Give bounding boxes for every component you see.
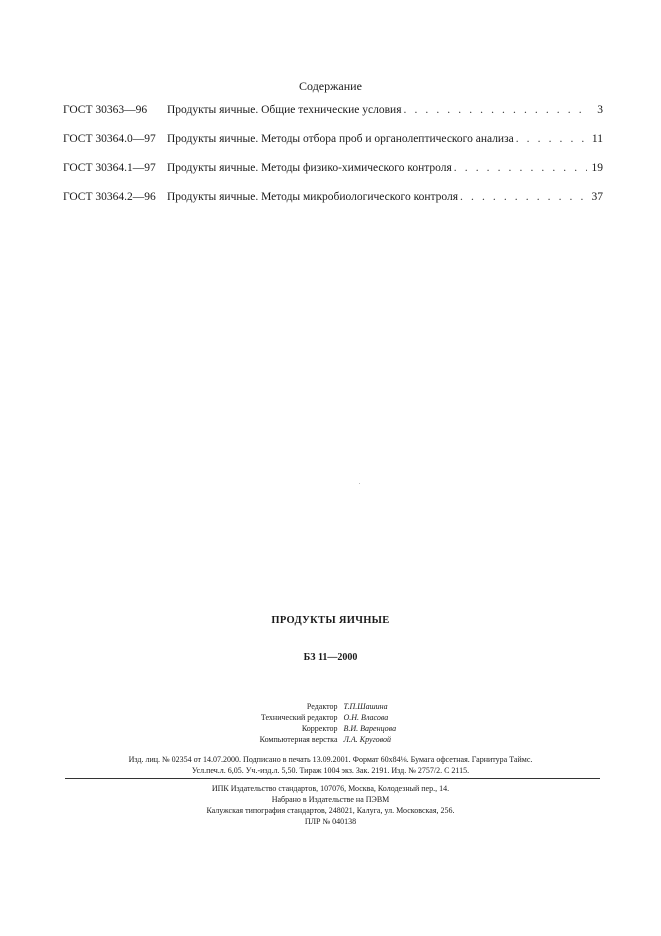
toc-entry-title: Продукты яичные. Общие технические условия <box>167 104 402 116</box>
toc-leader-dots <box>516 133 587 145</box>
credit-role: Редактор <box>306 702 338 711</box>
toc-entry <box>63 191 603 220</box>
publisher-line: Набрано в Издательстве на ПЭВМ <box>271 795 390 804</box>
toc-entry-code: ГОСТ 30364.0—97 <box>63 133 156 145</box>
toc-leader-dots <box>404 104 588 116</box>
table-of-contents <box>63 104 603 220</box>
credit-line <box>0 723 661 734</box>
credit-role: Компьютерная верстка <box>259 735 338 744</box>
publisher-line: ПЛР № 040138 <box>304 817 357 826</box>
toc-entry-page: 3 <box>597 104 603 116</box>
toc-leader-dots <box>454 162 587 174</box>
imprint-line: Усл.печ.л. 6,05. Уч.-изд.л. 5,50. Тираж 1004 экз. Зак. 2191. Изд. № 2757/2. С 2115. <box>191 766 470 775</box>
credit-role: Технический редактор <box>260 713 338 722</box>
toc-entry-title: Продукты яичные. Методы физико-химического контроля <box>167 162 452 174</box>
credit-line <box>0 701 661 712</box>
toc-entry <box>63 133 603 162</box>
imprint-block <box>0 754 661 776</box>
scan-speck <box>359 483 360 484</box>
credit-name: О.Н. Власова <box>343 713 389 722</box>
divider-rule <box>65 778 600 779</box>
toc-title: Содержание <box>299 79 362 93</box>
publisher-line: ИПК Издательство стандартов, 107076, Москва, Колодезный пер., 14. <box>211 784 450 793</box>
toc-entry <box>63 104 603 133</box>
toc-entry-page: 19 <box>591 162 603 174</box>
toc-entry-page: 37 <box>591 191 603 203</box>
credit-name: Л.А. Круговой <box>343 735 392 744</box>
credit-role: Корректор <box>301 724 338 733</box>
toc-entry-code: ГОСТ 30364.2—96 <box>63 191 156 203</box>
toc-leader-dots <box>460 191 587 203</box>
toc-entry-title: Продукты яичные. Методы отбора проб и органолептического анализа <box>167 133 514 145</box>
toc-entry-code: ГОСТ 30363—96 <box>63 104 148 116</box>
credit-name: Т.П.Шашина <box>343 702 388 711</box>
publisher-block <box>0 783 661 827</box>
credit-name: В.И. Варенцова <box>343 724 397 733</box>
book-code: БЗ 11—2000 <box>303 652 358 663</box>
toc-entry-page: 11 <box>591 133 603 145</box>
publisher-line: Калужская типография стандартов, 248021, Калуга, ул. Московская, 256. <box>206 806 455 815</box>
credit-line <box>0 734 661 745</box>
toc-entry-title: Продукты яичные. Методы микробиологического контроля <box>167 191 459 203</box>
credit-line <box>0 712 661 723</box>
toc-entry <box>63 162 603 191</box>
toc-entry-code: ГОСТ 30364.1—97 <box>63 162 156 174</box>
imprint-line: Изд. лиц. № 02354 от 14.07.2000. Подписано в печать 13.09.2001. Формат 60x84⅛. Бумага офсетная. Гарнитура Таймс. <box>128 755 533 764</box>
book-title: ПРОДУКТЫ ЯИЧНЫЕ <box>271 615 390 626</box>
credits-block <box>0 701 661 745</box>
